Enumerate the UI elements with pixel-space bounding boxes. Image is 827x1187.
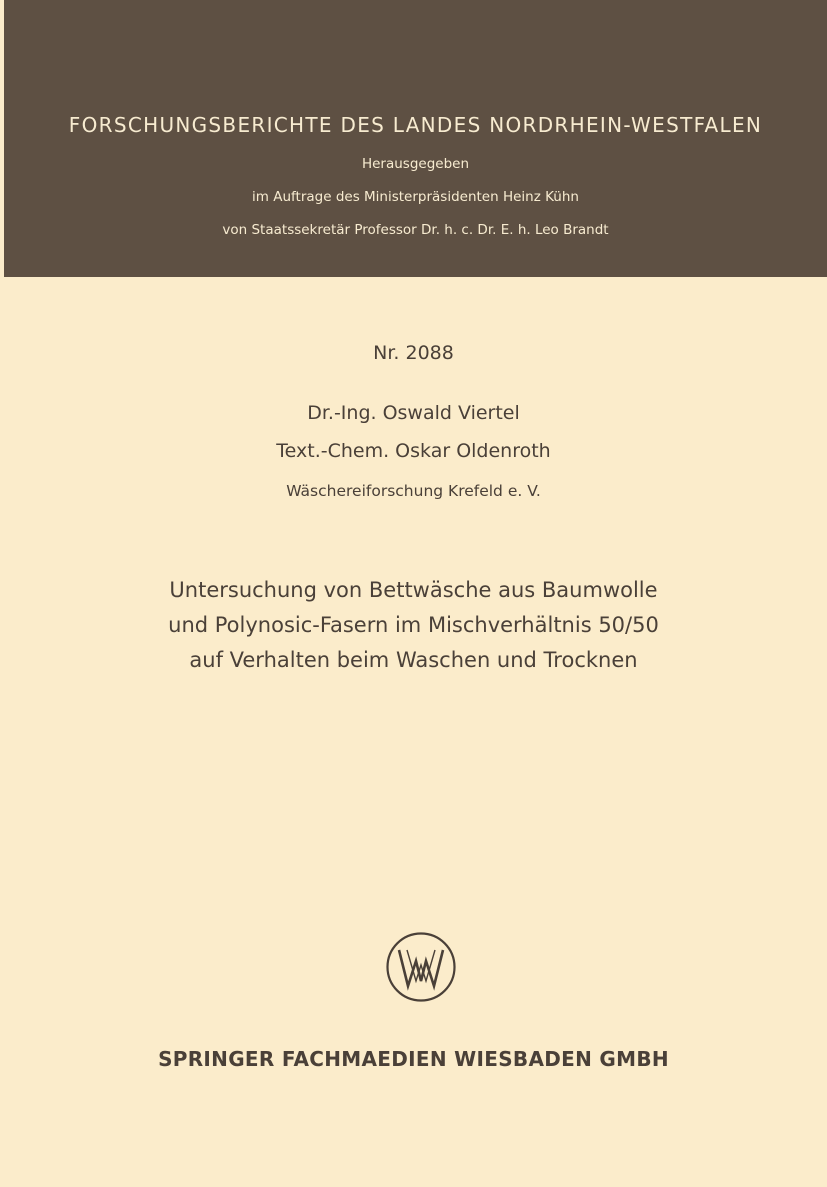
- affiliation: Wäschereiforschung Krefeld e. V.: [286, 482, 541, 500]
- publisher: SPRINGER FACHMAEDIEN WIESBADEN GMBH: [158, 1047, 669, 1071]
- westdeutscher-verlag-logo-icon: [385, 931, 457, 1003]
- author-2: Text.-Chem. Oskar Oldenroth: [276, 440, 551, 462]
- title-line-1: Untersuchung von Bettwäsche aus Baumwolle: [169, 578, 658, 602]
- series-title: FORSCHUNGSBERICHTE DES LANDES NORDRHEIN-WESTFALEN: [68, 113, 763, 137]
- title-line-2: und Polynosic-Fasern im Mischverhältnis 50/50: [168, 613, 659, 637]
- book-title: [0, 573, 827, 678]
- header-band: [4, 0, 827, 277]
- report-number: Nr. 2088: [373, 342, 454, 364]
- editor-line-2: im Auftrage des Ministerpräsidenten Heinz Kühn: [252, 189, 579, 205]
- editor-line-3: von Staatssekretär Professor Dr. h. c. Dr. E. h. Leo Brandt: [222, 222, 609, 238]
- editor-line-1: Herausgegeben: [361, 156, 470, 172]
- author-1: Dr.-Ing. Oswald Viertel: [307, 402, 520, 424]
- title-line-3: auf Verhalten beim Waschen und Trocknen: [189, 648, 638, 672]
